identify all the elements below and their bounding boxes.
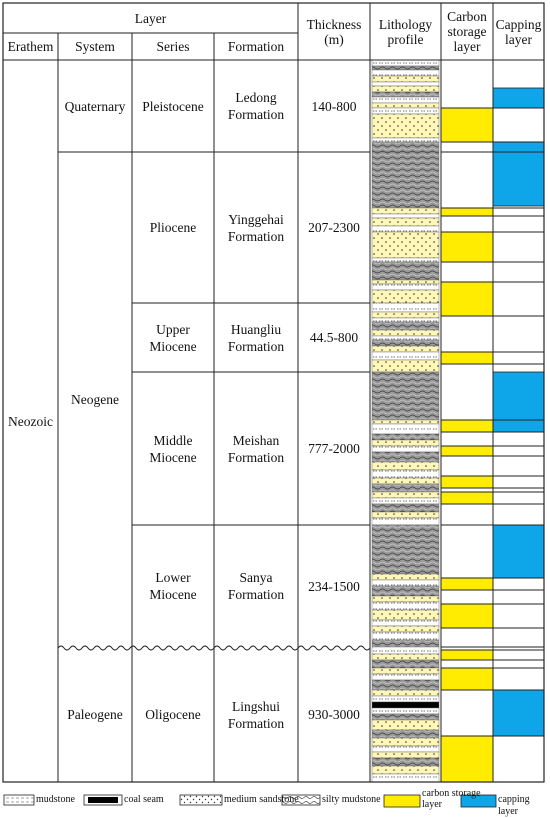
stratum-band (372, 92, 439, 97)
stratum-band (372, 226, 439, 232)
formation-label-line1: Yinggehai (228, 211, 284, 227)
carbon-storage-block (441, 108, 493, 142)
thickness-value: 207-2300 (308, 220, 360, 235)
stratum-band (372, 640, 439, 647)
formation-sanya (214, 525, 298, 647)
legend-swatch-coal (88, 797, 118, 803)
stratum-band (372, 103, 439, 108)
formation-label-line1: Lingshui (231, 698, 280, 714)
stratum-band (372, 746, 439, 752)
carbon-storage-block (441, 650, 493, 660)
stratum-band (372, 114, 439, 138)
stratum-band (372, 208, 439, 214)
stratum-band (372, 696, 439, 702)
stratum-band (372, 360, 439, 372)
header-capping-line2: layer (505, 31, 532, 47)
capping-block (493, 152, 544, 206)
stratum-band (372, 462, 439, 470)
header-layer-label: Layer (134, 10, 167, 26)
stratum-band (372, 346, 439, 352)
series-label: Pliocene (149, 220, 197, 235)
series-pliocene (132, 152, 214, 303)
stratum-band (372, 420, 439, 424)
stratum-band (372, 580, 439, 586)
stratum-band (372, 730, 439, 738)
series-label-line1: Upper (156, 321, 190, 337)
stratum-band (372, 303, 439, 312)
header-carbon-storage (441, 3, 493, 60)
stratum-band (372, 82, 439, 86)
thickness-yinggehai (298, 152, 370, 303)
legend-label-carbon (422, 788, 492, 810)
carbon-storage-block (441, 232, 493, 262)
header-carbon-line2: storage (447, 24, 487, 39)
system-label-neogene: Neogene (71, 392, 119, 407)
carbon-storage-block (441, 420, 493, 432)
header-capping-line1: Capping (495, 16, 542, 32)
series-label-line1: Lower (155, 570, 191, 585)
formation-label-line2: Formation (227, 107, 285, 122)
series-label-line2: Miocene (149, 587, 197, 602)
stratum-band (372, 620, 439, 626)
capping-block (493, 372, 544, 432)
thickness-value: 234-1500 (308, 578, 360, 594)
stratum-band (372, 232, 439, 258)
capping-blocks (493, 88, 544, 736)
stratum-band (372, 492, 439, 498)
series-label: Oligocene (145, 707, 201, 722)
system-neogene (58, 152, 132, 647)
system-label-paleogene: Paleogene (67, 707, 123, 722)
formation-label-line2: Formation (227, 587, 285, 602)
carbon-storage-block (441, 208, 493, 216)
stratum-band (372, 774, 439, 782)
stratum-band (372, 610, 439, 620)
series-label-line2: Miocene (149, 338, 197, 354)
formation-label-line1: Sanya (239, 570, 273, 585)
stratum-band (372, 70, 439, 76)
thickness-value: 44.5-800 (309, 330, 359, 345)
carbon-storage-block (441, 578, 493, 590)
legend-text: silty mudstone (322, 794, 381, 805)
formation-label-line2: Formation (227, 715, 285, 731)
formation-huangliu (214, 303, 298, 372)
stratum-band (372, 680, 439, 690)
header-erathem-label: Erathem (7, 39, 54, 54)
stratum-band (372, 434, 439, 440)
thickness-sanya (298, 525, 370, 647)
stratum-band (372, 660, 439, 668)
stratum-band (372, 446, 439, 452)
legend-text: mudstone (36, 794, 75, 805)
lithology-strata (372, 60, 439, 782)
stratum-band (372, 602, 439, 610)
formation-label-line1: Huangliu (230, 321, 282, 337)
stratum-band (372, 574, 439, 580)
header-system (58, 33, 132, 60)
series-upper-miocene (132, 303, 214, 372)
legend-swatch-mudstone (4, 795, 34, 805)
legend-label-mudstone (36, 794, 75, 806)
stratum-band (372, 440, 439, 446)
stratum-band (372, 647, 439, 654)
stratum-band (372, 340, 439, 346)
header-layer (3, 3, 298, 33)
stratum-band (372, 280, 439, 284)
legend-text: carbon storage layer (422, 788, 481, 810)
stratum-band (372, 152, 439, 208)
carbon-storage-block (441, 476, 493, 488)
legend-swatch-carbon (384, 795, 420, 807)
header-thickness-line1: Thickness (306, 16, 362, 32)
header-system-label: System (75, 39, 115, 54)
header-capping (493, 3, 544, 60)
stratum-band (372, 336, 439, 340)
thickness-meishan (298, 372, 370, 525)
series-lower-miocene (132, 525, 214, 647)
formation-lingshui (214, 647, 298, 782)
formation-meishan (214, 372, 298, 525)
stratum-band (372, 97, 439, 103)
system-quaternary (58, 60, 132, 152)
carbon-storage-block (441, 736, 493, 782)
stratum-band (372, 484, 439, 492)
stratum-band (372, 758, 439, 766)
header-carbon-line1: Carbon (447, 9, 487, 24)
stratum-band (372, 668, 439, 674)
thickness-value: 140-800 (311, 98, 357, 114)
series-middle-miocene (132, 372, 214, 525)
series-pleistocene (132, 60, 214, 152)
header-thickness (298, 3, 370, 60)
header-formation (214, 33, 298, 60)
carbon-storage-block (441, 492, 493, 504)
capping-block (493, 690, 544, 736)
carbon-storage-block (441, 604, 493, 628)
series-label-line2: Miocene (149, 449, 197, 465)
stratum-band (372, 452, 439, 462)
system-paleogene (58, 647, 132, 782)
thickness-value: 777-2000 (308, 441, 360, 456)
stratum-band (372, 470, 439, 478)
stratum-band (372, 258, 439, 262)
stratum-band (372, 424, 439, 434)
formation-label-line2: Formation (227, 338, 285, 354)
legend-label-coal (124, 794, 164, 806)
header-thickness-line2: (m) (324, 31, 344, 47)
stratum-band (372, 218, 439, 226)
stratum-band (372, 525, 439, 574)
stratum-band (372, 284, 439, 290)
thickness-huangliu (298, 303, 370, 372)
stratum-band (372, 312, 439, 318)
stratum-band (372, 752, 439, 758)
carbon-storage-block (441, 282, 493, 316)
stratum-band (372, 322, 439, 330)
formation-label-line2: Formation (227, 228, 285, 244)
header-carbon-line3: layer (453, 39, 481, 54)
capping-block (493, 88, 544, 108)
header-lithology (370, 3, 441, 60)
stratum-band (372, 720, 439, 730)
stratum-band (372, 766, 439, 774)
carbon-storage-blocks (441, 108, 493, 782)
stratum-band (372, 318, 439, 322)
stratum-band (372, 76, 439, 82)
stratum-band (372, 512, 439, 518)
series-label: Pleistocene (142, 98, 204, 114)
stratum-band (372, 504, 439, 512)
stratum-band (372, 142, 439, 152)
header-formation-label: Formation (227, 39, 285, 54)
stratum-band (372, 632, 439, 640)
stratum-band (372, 596, 439, 602)
legend-label-medsand (224, 794, 299, 806)
legend-text: medium sandstone (224, 794, 299, 805)
stratum-band (372, 714, 439, 720)
capping-block (493, 525, 544, 578)
stratum-band (372, 262, 439, 280)
stratum-band (372, 654, 439, 660)
stratum-band (372, 702, 439, 708)
capping-block (493, 142, 544, 152)
formation-label-line1: Meishan (232, 432, 280, 448)
stratum-band (372, 214, 439, 218)
header-series (132, 33, 214, 60)
legend-text: coal seam (124, 794, 164, 805)
carbon-storage-block (441, 446, 493, 456)
erathem-label: Neozoic (8, 413, 53, 429)
formation-yinggehai (214, 152, 298, 303)
carbon-storage-block (441, 352, 493, 364)
legend-swatch-medsand (180, 795, 222, 805)
legend-text: capping layer (498, 794, 530, 817)
series-label-line1: Middle (153, 432, 193, 448)
thickness-value: 930-3000 (308, 707, 360, 722)
formation-label-line1: Ledong (235, 90, 277, 105)
stratum-band (372, 330, 439, 336)
stratum-band (372, 290, 439, 303)
stratum-band (372, 498, 439, 504)
stratum-band (372, 66, 439, 70)
stratum-band (372, 690, 439, 696)
stratum-band (372, 708, 439, 714)
system-label-quaternary: Quaternary (64, 98, 126, 114)
header-erathem (3, 33, 58, 60)
legend-label-silty (322, 794, 381, 806)
header-lithology-line2: profile (387, 31, 424, 47)
stratum-band (372, 518, 439, 525)
stratum-band (372, 372, 439, 420)
thickness-ledong (298, 60, 370, 152)
stratum-band (372, 626, 439, 632)
formation-ledong (214, 60, 298, 152)
formation-label-line2: Formation (227, 449, 285, 465)
stratum-band (372, 138, 439, 142)
header-lithology-line1: Lithology (378, 16, 433, 32)
stratum-band (372, 478, 439, 484)
stratum-band (372, 60, 439, 66)
erathem-neozoic (3, 60, 58, 782)
stratum-band (372, 586, 439, 596)
stratum-band (372, 352, 439, 360)
carbon-storage-block (441, 668, 493, 690)
header-series-label: Series (156, 39, 190, 54)
thickness-lingshui (298, 647, 370, 782)
series-oligocene (132, 647, 214, 782)
stratum-band (372, 108, 439, 114)
stratum-band (372, 738, 439, 746)
stratum-band (372, 674, 439, 680)
stratum-band (372, 86, 439, 92)
legend-label-capping (498, 794, 550, 818)
